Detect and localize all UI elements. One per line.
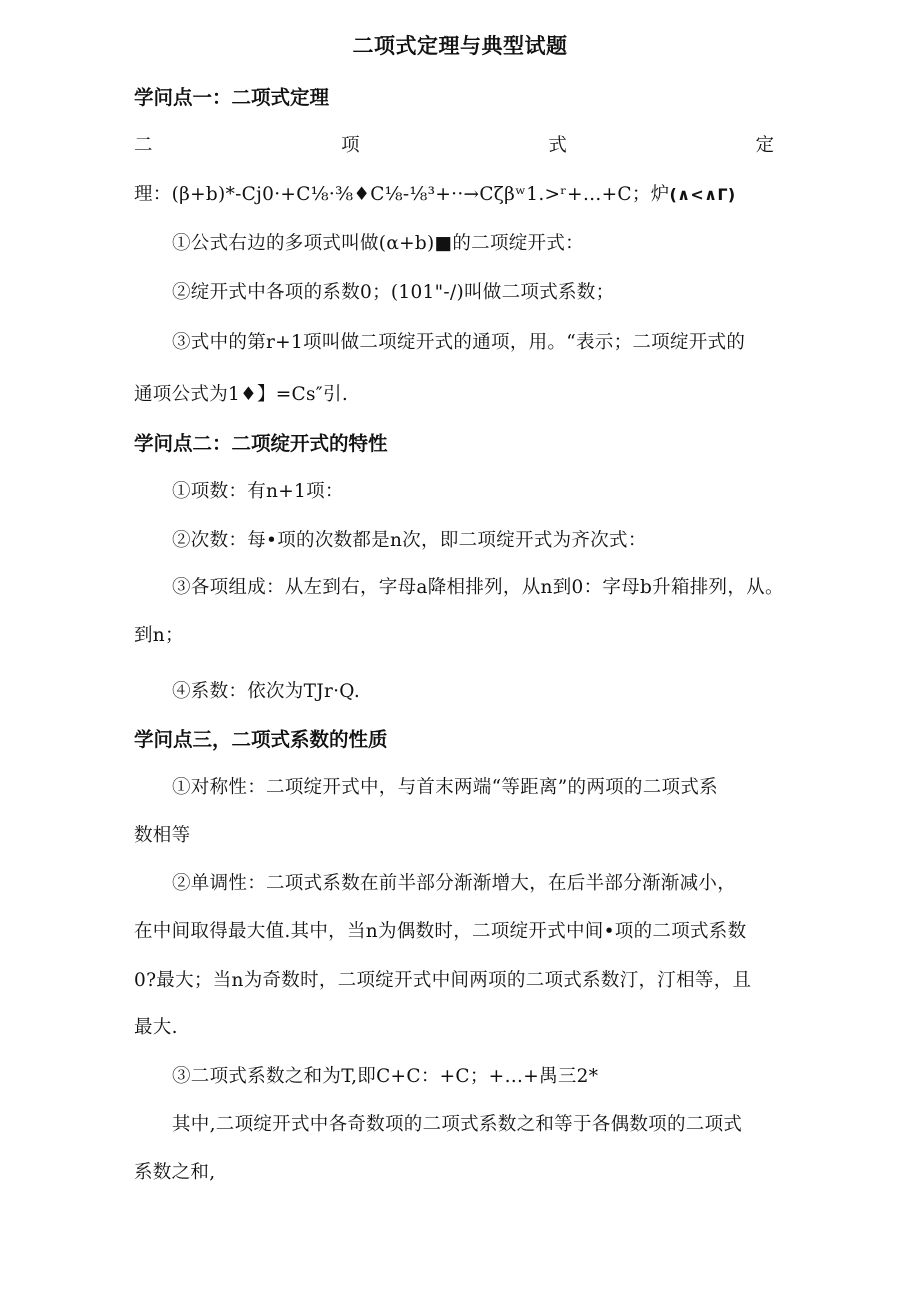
section-heading-3: 学问点三，二项式系数的性质 [134,728,388,751]
s3-item-2: ②单调性：二项式系数在前半部分渐渐增大，在后半部分渐渐减小， [172,873,737,894]
theorem-formula: 理：(β+b)*-Cj0·+C⅛·⅜♦C⅛-⅛³+··→Cζβʷ1.>ʳ+…+C； [134,184,651,205]
s3-item-2-cont-1: 在中间取得最大值.其中，当n为偶数时，二项绽开式中间•项的二项式系数 [134,921,747,942]
s2-item-4: ④系数：依次为TJr·Q. [172,681,361,702]
spread-char-4: 定 [755,135,774,156]
s3-note: 其中,二项绽开式中各奇数项的二项式系数之和等于各偶数项的二项式 [172,1114,743,1135]
s2-item-3-cont: 到n； [134,625,184,646]
spread-char-3: 式 [548,135,567,156]
s1-item-3: ③式中的第r+1项叫做二项绽开式的通项，用。“表示；二项绽开式的 [172,332,746,353]
s2-item-1: ①项数：有n+1项： [172,481,344,502]
s3-item-2-cont-3: 最大. [134,1017,178,1038]
document-title: 二项式定理与典型试题 [352,34,568,58]
theorem-formula-line [134,180,736,206]
s3-item-1-cont: 数相等 [134,825,191,846]
s1-item-3-cont: 通项公式为1♦】=Cs″引. [134,384,348,405]
s1-item-1: ①公式右边的多项式叫做(α+b)■的二项绽开式： [172,233,584,254]
s1-item-2: ②绽开式中各项的系数0；(101"-/)叫做二项式系数； [172,282,615,303]
section-heading-2: 学问点二：二项绽开式的特性 [134,432,388,455]
theorem-formula-condition: (∧<∧Γ) [669,185,736,204]
s3-item-2-cont-2: 0?最大；当n为奇数时，二项绽开式中间两项的二项式系数汀，汀相等，且 [134,970,752,991]
s2-item-3: ③各项组成：从左到右，字母a降相排列，从n到0：字母b升箱排列，从。 [172,577,784,598]
theorem-spread-line [134,131,774,157]
s3-item-3: ③二项式系数之和为T,即C+C：+C；+…+禺三2* [172,1066,599,1087]
spread-char-1: 二 [134,135,153,156]
spread-char-2: 项 [341,135,360,156]
s2-item-2: ②次数：每•项的次数都是n次，即二项绽开式为齐次式： [172,530,647,551]
theorem-formula-char: 炉 [650,184,670,205]
s3-item-1: ①对称性：二项绽开式中，与首末两端“等距离”的两项的二项式系 [172,777,718,798]
s3-note-cont: 系数之和, [134,1162,216,1183]
section-heading-1: 学问点一：二项式定理 [134,86,330,109]
